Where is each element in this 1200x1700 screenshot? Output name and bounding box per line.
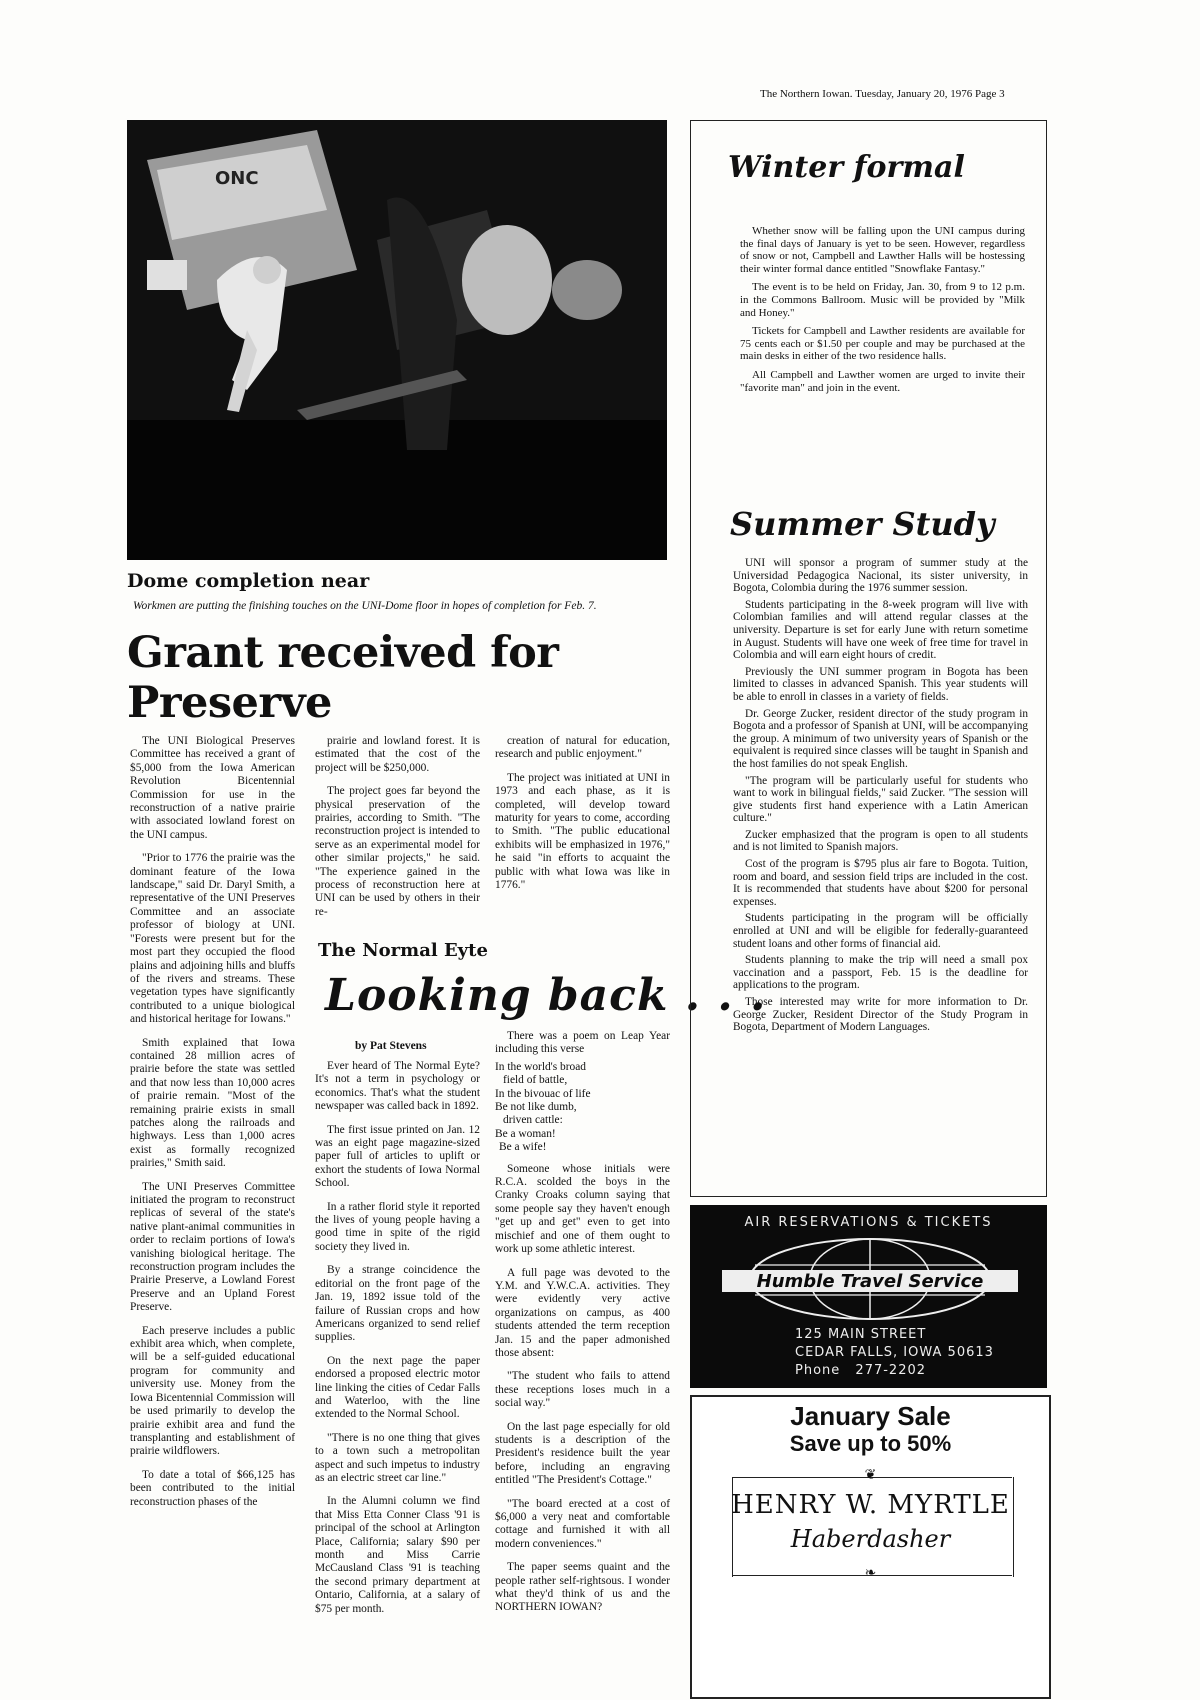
humble-travel-ad xyxy=(690,1205,1047,1388)
travel-ad-street: 125 MAIN STREET xyxy=(795,1327,927,1342)
normal-eyte-paragraph: On the next page the paper endorsed a proposed electric motor line linking the cities of Cedar Falls and Waterloo, with the line extended to the Normal School. xyxy=(315,1354,480,1421)
grant-paragraph: Each preserve includes a public exhibit area which, when complete, will be a self-guided educational program for community and university use. Money from the Iowa Bicentennial Commission will be used primarily to develop the prairie exhibit area and fund the transplanting and establishment of prairie wildflowers. xyxy=(130,1324,295,1458)
winter-formal-paragraph: All Campbell and Lawther women are urged to invite their "favorite man" and join in the event. xyxy=(740,368,1025,394)
ornament-bottom-icon: ❧ xyxy=(864,1565,877,1581)
poem-line: Be a woman! xyxy=(495,1127,556,1140)
normal-eyte-column-b xyxy=(495,1030,670,1625)
normal-eyte-paragraph: "There is no one thing that gives to a town such a metropolitan aspect and such impetus to industry as an electric street car line." xyxy=(315,1431,480,1484)
summer-study-paragraph: Previously the UNI summer program in Bogota has been limited to classes in advanced Spanish. This year students will be able to enroll in classes in a variety of fields. xyxy=(733,665,1028,703)
poem-line: In the world's broad xyxy=(495,1060,586,1073)
summer-study-title: Summer Study xyxy=(730,505,995,543)
travel-ad-phone xyxy=(795,1363,926,1378)
grant-paragraph: The UNI Biological Preserves Committee has received a grant of $5,000 from the Iowa American Revolution Bicentennial Commission for use in the reconstruction of a native prairie with associated lowland forest on the UNI campus. xyxy=(130,735,295,841)
normal-eyte-paragraph: By a strange coincidence the editorial on the front page of the Jan. 19, 1892 issue told of the failure of Russian crops and how Americans organized to send relief supplies. xyxy=(315,1264,480,1344)
summer-study-paragraph: Those interested may write for more information to Dr. George Zucker, Resident Director of the Study Program in Bogota, Department of Modern Languages. xyxy=(733,996,1028,1034)
normal-eyte-paragraph: Someone whose initials were R.C.A. scolded the boys in the Cranky Croaks column saying that some people say they haven't enough "get up and get" even to get into mischief and one of them ought to work up some athletic interest. xyxy=(495,1162,670,1256)
summer-study-paragraph: UNI will sponsor a program of summer study at the Universidad Pedagogica Nacional, its sister university, in Bogota, Colombia during the 1976 summer session. xyxy=(733,557,1028,595)
grant-paragraph: The UNI Preserves Committee initiated the program to reconstruct replicas of several of the state's native plant-animal communities in order to reclaim portions of Iowa's vanishing biological heritage. The reconstruction program includes the Prairie Preserve, a Lowland Forest Preserve and an Upland Forest Preserve. xyxy=(130,1180,295,1314)
normal-eyte-paragraph: The first issue printed on Jan. 12 was an eight page magazine-sized paper full of articles to uplift or exhort the students of Iowa Normal School. xyxy=(315,1123,480,1190)
normal-eyte-paragraph: Ever heard of The Normal Eyte? It's not a term in psychology or economics. That's what the student newspaper was called back in 1892. xyxy=(315,1060,480,1113)
normal-eyte-paragraph: There was a poem on Leap Year including this verse xyxy=(495,1030,670,1056)
page-folio: The Northern Iowan. Tuesday, January 20, 1976 Page 3 xyxy=(760,88,1005,100)
normal-eyte-kicker: The Normal Eyte xyxy=(318,940,488,961)
grant-headline: Grant received for Preserve xyxy=(127,628,559,728)
dome-photo xyxy=(127,120,667,560)
grant-column-3 xyxy=(495,735,670,902)
normal-eyte-paragraph: In a rather florid style it reported the lives of young people having a good time in spite of the rigid society they lived in. xyxy=(315,1200,480,1253)
sale-line-1: January Sale xyxy=(790,1401,951,1431)
grant-paragraph: "Prior to 1776 the prairie was the dominant feature of the Iowa landscape," said Dr. Daryl Smith, a representative of the UNI Preserves Committee and an associate professor of biology at UNI. "Forests were present but for the most part they occupied the flood plains and adjoining hills and bluffs of the rivers and streams. These vegetation types have significantly contributed to a unique biological and historical heritage for Iowans." xyxy=(130,852,295,1026)
summer-study-paragraph: Students participating in the program will be officially enrolled at UNI and will be eligible for federally-guaranteed student loans and other forms of financial aid. xyxy=(733,912,1028,950)
normal-eyte-paragraph: "The student who fails to attend these receptions loses much in a social way." xyxy=(495,1370,670,1410)
winter-formal-paragraph: Tickets for Campbell and Lawther residents are available for 75 cents each or $1.50 per couple and may be purchased at the main desks in either of the two residence halls. xyxy=(740,325,1025,363)
leap-year-poem xyxy=(495,1061,670,1155)
grant-paragraph: To date a total of $66,125 has been contributed to the initial reconstruction phases of the xyxy=(130,1468,295,1508)
summer-study-paragraph: Students planning to make the trip will need a small pox vaccination and a passport, Feb. 15 is the deadline for applications to the program. xyxy=(733,954,1028,992)
poem-line: Be not like dumb, xyxy=(495,1101,577,1114)
poem-line: Be a wife! xyxy=(499,1141,547,1154)
travel-ad-top: AIR RESERVATIONS & TICKETS xyxy=(744,1215,993,1230)
grant-column-1 xyxy=(130,735,295,1519)
sale-line-2: Save up to 50% xyxy=(789,1431,952,1456)
summer-study-body xyxy=(733,557,1028,1038)
looking-back-title: Looking back . . . xyxy=(325,970,767,1021)
truck-plate: ONC xyxy=(215,168,259,189)
poem-line: driven cattle: xyxy=(503,1114,563,1127)
summer-study-paragraph: "The program will be particularly useful for students who want to work in bilingual fields," said Zucker. "The session will give students first hand experience with a Latin American culture." xyxy=(733,774,1028,825)
winter-formal-paragraph: The event is to be held on Friday, Jan. 30, from 9 to 12 p.m. in the Commons Ballroom. Music will be provided by "Milk and Honey." xyxy=(740,281,1025,319)
store-name: HENRY W. MYRTLE xyxy=(731,1490,1010,1520)
grant-paragraph: prairie and lowland forest. It is estimated that the cost of the project will be $250,000. xyxy=(315,735,480,774)
photo-caption-text: Workmen are putting the finishing touches on the UNI-Dome floor in hopes of completion for Feb. 7. xyxy=(133,600,597,612)
myrtle-sale-ad xyxy=(690,1395,1051,1699)
grant-paragraph: creation of natural for education, research and public enjoyment." xyxy=(495,735,670,761)
winter-formal-paragraph: Whether snow will be falling upon the UNI campus during the final days of January is yet to be seen. However, regardless of snow or not, Campbell and Lawther Halls will be hostessing their winter formal dance entitled "Snowflake Fantasy." xyxy=(740,225,1025,275)
grant-column-2 xyxy=(315,735,480,929)
grant-paragraph: The project was initiated at UNI in 1973 and each phase, as it is completed, will develop toward maturity for years to come, according to Smith. "The public educational exhibits will be emphasized in 1976," he said "in efforts to acquaint the public with what Iowa was like in 1776." xyxy=(495,771,670,892)
normal-eyte-paragraph: In the Alumni column we find that Miss Etta Conner Class '91 is principal of the school at Arlington Place, California; salary $90 per month and Miss Carrie McCausland Class '91 is teaching the second primary department at Ontario, California, at a salary of $75 per month. xyxy=(315,1495,480,1615)
phone-label: Phone xyxy=(795,1363,841,1378)
summer-study-paragraph: Dr. George Zucker, resident director of the study program in Bogota and a professor of Spanish at UNI, will be accompanying the group. A minimum of two university years of Spanish or the equivalent is required since classes will be taught in Spanish and the host families do not speak English. xyxy=(733,707,1028,770)
travel-ad-city: CEDAR FALLS, IOWA 50613 xyxy=(795,1345,994,1360)
poem-line: field of battle, xyxy=(503,1074,568,1087)
photo-caption-title: Dome completion near xyxy=(127,570,370,592)
summer-study-paragraph: Students participating in the 8-week program will live with Colombian families and will attend regular classes at the university. Departure is set for early June with return sometime in August. Students will have one week of free time for travel in Colombia and will earn eight hours of credit. xyxy=(733,598,1028,662)
winter-formal-title: Winter formal xyxy=(728,150,965,185)
ornament-icon: ❦ xyxy=(864,1467,877,1483)
grant-paragraph: The project goes far beyond the physical preservation of the prairies, according to Smith. "The reconstruction project is intended to serve as an experimental model for other similar projects," he said. "The experience gained in the process of reconstruction here at UNI can be used by others in their re- xyxy=(315,785,480,918)
normal-eyte-paragraph: The paper seems quaint and the people rather self-rightsous. I wonder what they'd think of us and the NORTHERN IOWAN? xyxy=(495,1561,670,1614)
store-trade: Haberdasher xyxy=(790,1525,951,1553)
poem-line: In the bivouac of life xyxy=(495,1087,591,1100)
summer-study-paragraph: Zucker emphasized that the program is open to all students and is not limited to Spanish majors. xyxy=(733,828,1028,854)
normal-eyte-paragraph: "The board erected at a cost of $6,000 a very neat and comfortable cottage and furnished it with all modern conveniences." xyxy=(495,1497,670,1550)
travel-ad-name: Humble Travel Service xyxy=(756,1271,984,1292)
winter-formal-body xyxy=(740,225,1025,400)
byline: by Pat Stevens xyxy=(355,1040,427,1052)
normal-eyte-paragraph: On the last page especially for old students is a description of the President's residence built the year before, including an engraving entitled "The President's Cottage." xyxy=(495,1420,670,1487)
normal-eyte-paragraph: A full page was devoted to the Y.M. and Y.W.C.A. activities. They were evidently very active organizations on campus, as 400 students attended the term reception Jan. 15 and the paper admonished those absent: xyxy=(495,1266,670,1359)
workmen-photo-image xyxy=(127,120,667,560)
summer-study-paragraph: Cost of the program is $795 plus air fare to Bogota. Tuition, room and board, and session field trips are included in the cost. It is recommended that students have about $200 for personal expenses. xyxy=(733,858,1028,908)
normal-eyte-column-a xyxy=(315,1060,480,1626)
phone-number: 277-2202 xyxy=(855,1363,927,1378)
grant-paragraph: Smith explained that Iowa contained 28 million acres of prairie before the state was settled and that now less than 10,000 acres of prairie remain. "Most of the remaining prairie exists in small patches along the railroads and highways. Less than 1,000 acres exist as formally recognized prairies," Smith said. xyxy=(130,1036,295,1170)
